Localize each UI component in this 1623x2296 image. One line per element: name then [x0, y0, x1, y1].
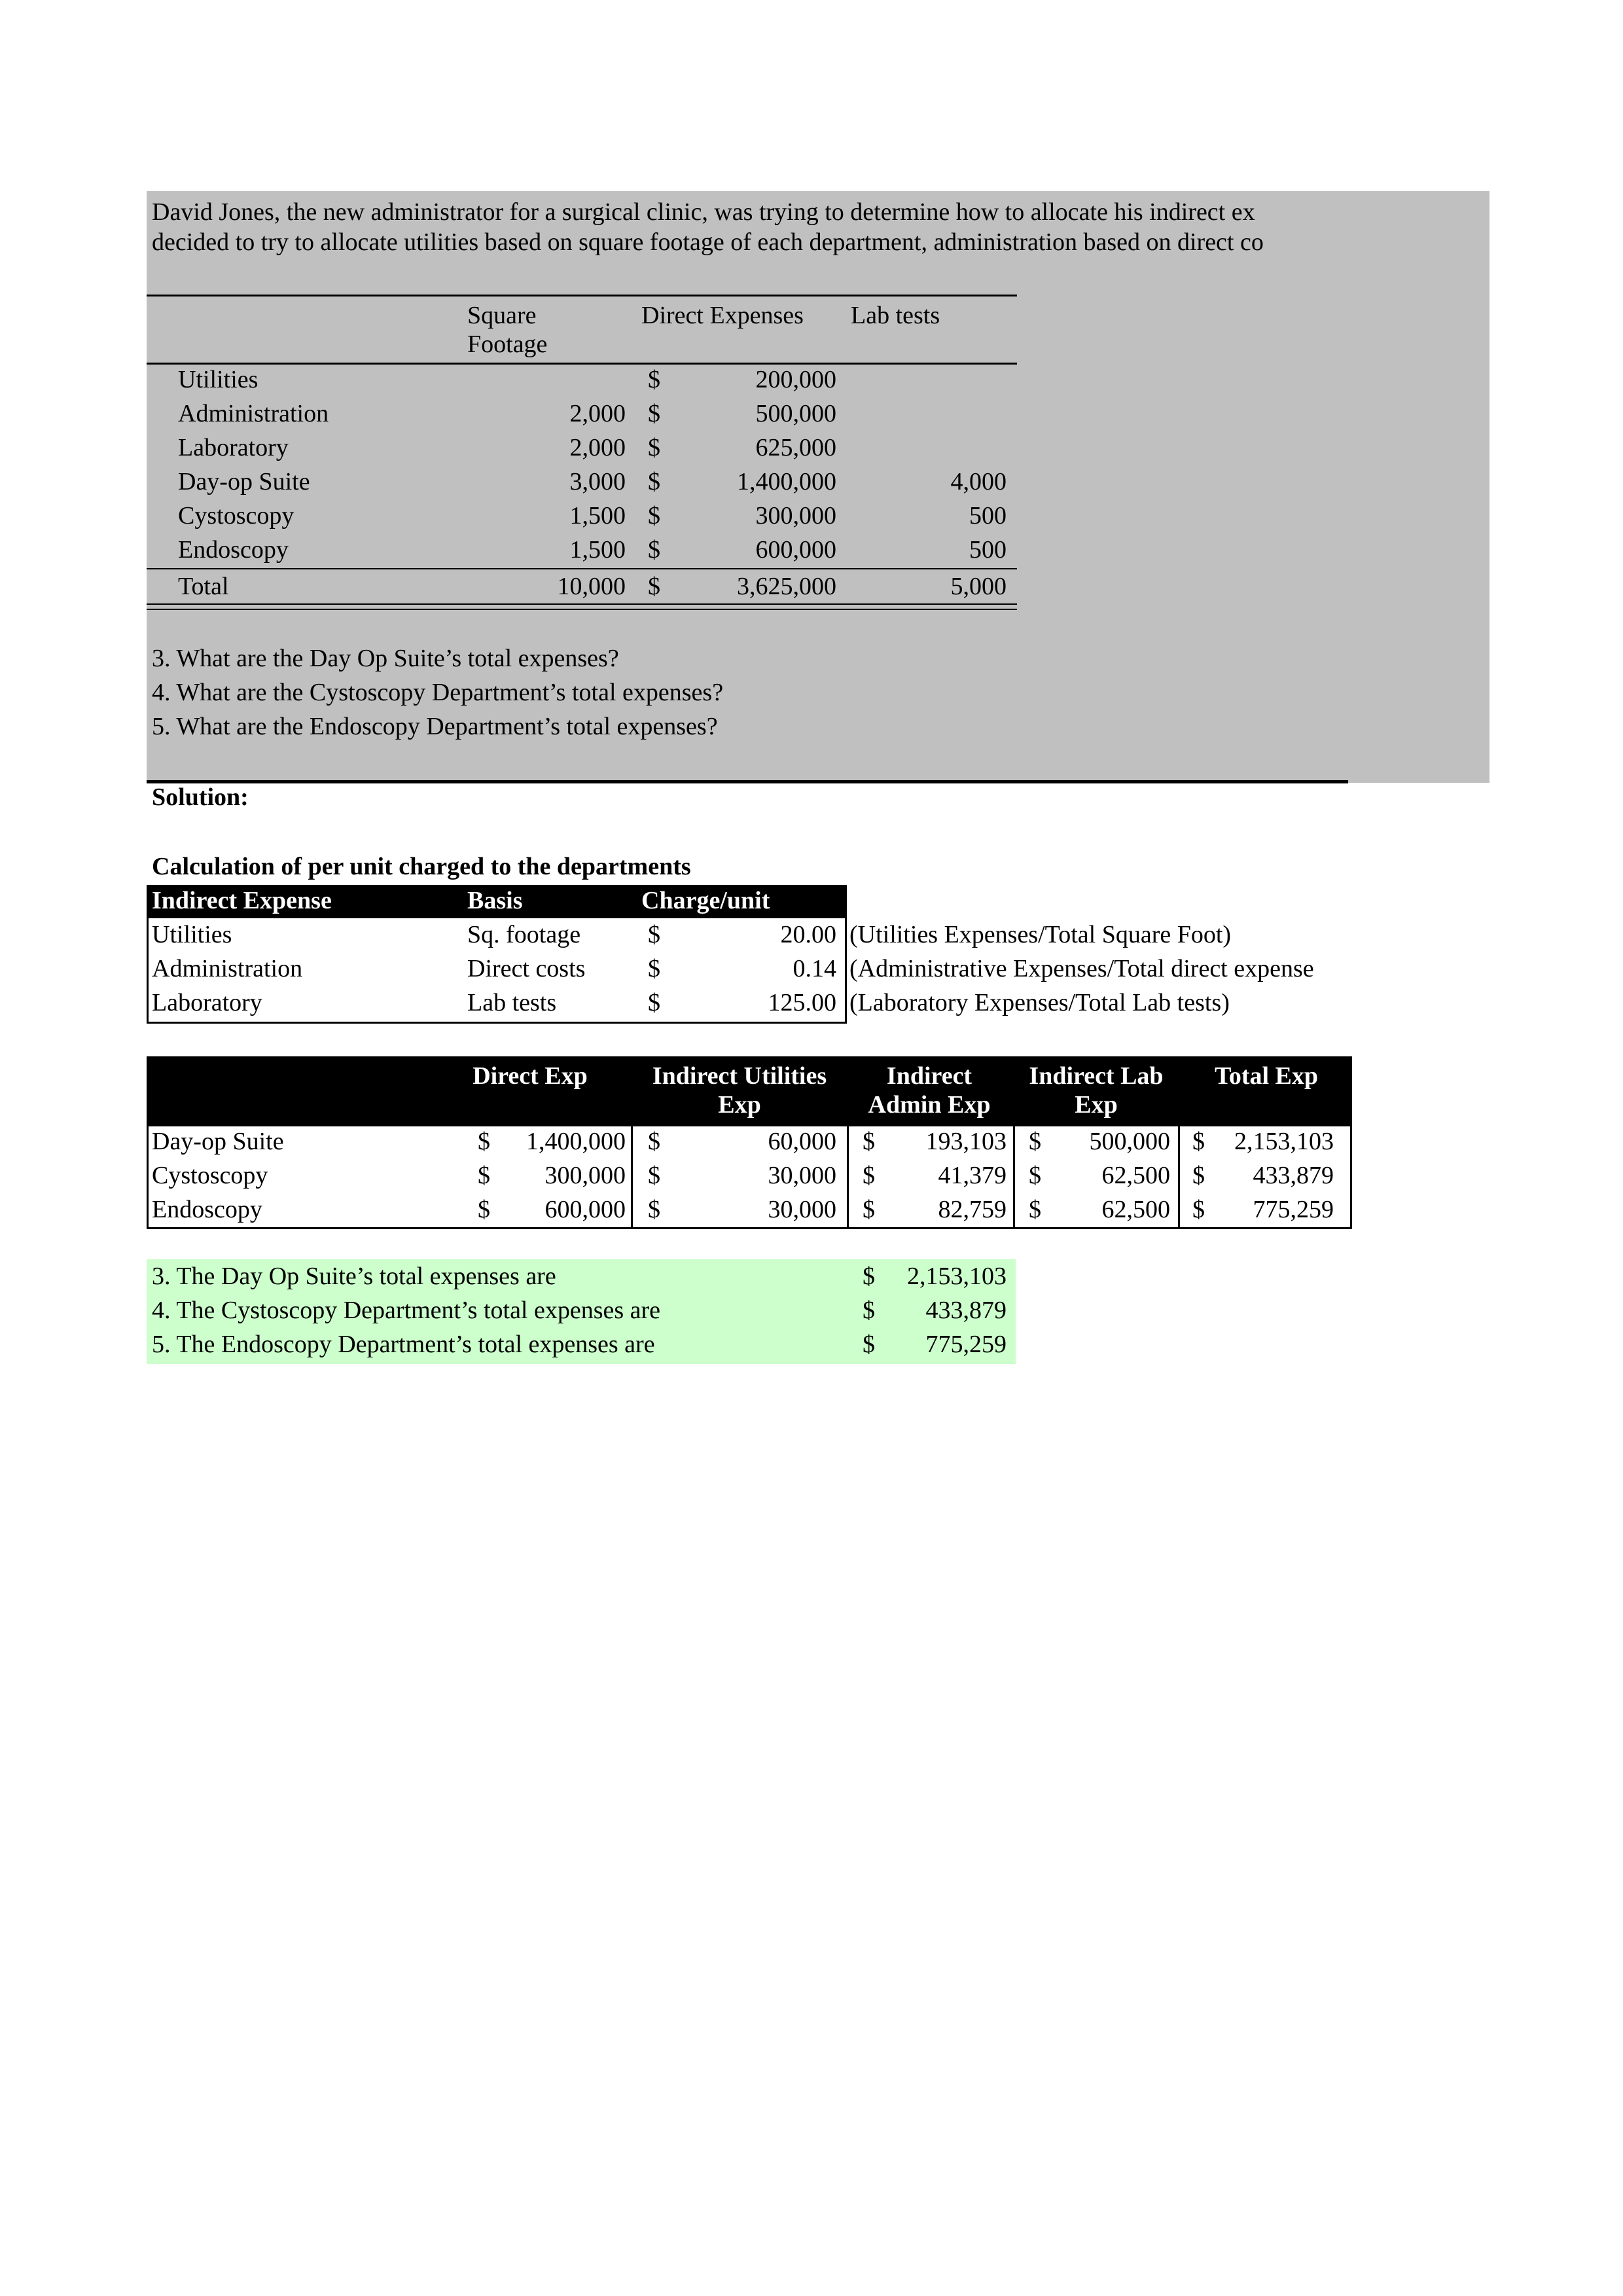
question-4: 4. What are the Cystoscopy Department’s total expenses? — [152, 679, 724, 706]
calc-row-note: (Administrative Expenses/Total direct expense — [849, 955, 1314, 982]
alloc-header-util-2: Exp — [718, 1091, 761, 1119]
calc-row-currency: $ — [648, 989, 660, 1016]
header-direct-expenses: Direct Expenses — [641, 302, 804, 329]
answer-currency: $ — [863, 1331, 875, 1358]
alloc-row-admin: 82,759 — [938, 1196, 1007, 1223]
alloc-row-util-currency: $ — [648, 1128, 660, 1155]
table-row-currency: $ — [648, 434, 660, 461]
alloc-row-util-currency: $ — [648, 1162, 660, 1189]
alloc-header-lab-1: Indirect Lab — [1029, 1062, 1164, 1090]
table-row-lab: 4,000 — [950, 468, 1007, 495]
alloc-row-lab: 62,500 — [1101, 1162, 1170, 1189]
calc-header-expense: Indirect Expense — [152, 887, 332, 914]
table-row-direct: 600,000 — [755, 536, 836, 564]
alloc-row-dept: Cystoscopy — [152, 1162, 268, 1189]
alloc-row-admin-currency: $ — [863, 1128, 875, 1155]
table-row-direct: 625,000 — [755, 434, 836, 461]
alloc-row-total: 2,153,103 — [1234, 1128, 1334, 1155]
answer-text: 5. The Endoscopy Department’s total expenses are — [152, 1331, 655, 1358]
alloc-row-lab-currency: $ — [1029, 1196, 1041, 1223]
alloc-row-util: 30,000 — [768, 1196, 836, 1223]
alloc-divider — [631, 1124, 633, 1229]
total-label: Total — [178, 573, 229, 600]
alloc-row-admin: 193,103 — [925, 1128, 1007, 1155]
header-square-footage-1: Square — [467, 302, 537, 329]
alloc-row-direct: 600,000 — [544, 1196, 626, 1223]
answer-text: 4. The Cystoscopy Department’s total expenses are — [152, 1297, 661, 1324]
solution-label: Solution: — [152, 783, 249, 811]
calc-header-basis: Basis — [467, 887, 523, 914]
alloc-row-admin-currency: $ — [863, 1162, 875, 1189]
alloc-divider — [1178, 1124, 1180, 1229]
alloc-row-total: 775,259 — [1253, 1196, 1334, 1223]
alloc-row-total-currency: $ — [1192, 1128, 1205, 1155]
answer-value: 775,259 — [925, 1331, 1007, 1358]
question-5: 5. What are the Endoscopy Department’s total expenses? — [152, 713, 718, 740]
calc-row-charge: 20.00 — [780, 921, 836, 948]
total-lab: 5,000 — [950, 573, 1007, 600]
alloc-row-lab: 62,500 — [1101, 1196, 1170, 1223]
table-row-currency: $ — [648, 536, 660, 564]
question-3: 3. What are the Day Op Suite’s total expenses? — [152, 645, 619, 672]
alloc-row-total-currency: $ — [1192, 1196, 1205, 1223]
table-row-label: Day-op Suite — [178, 468, 310, 495]
calc-row-expense: Administration — [152, 955, 303, 982]
table-row-sqft: 2,000 — [569, 400, 626, 427]
alloc-row-lab: 500,000 — [1089, 1128, 1170, 1155]
calc-row-note: (Laboratory Expenses/Total Lab tests) — [849, 989, 1230, 1016]
alloc-row-total-currency: $ — [1192, 1162, 1205, 1189]
table-row-direct: 500,000 — [755, 400, 836, 427]
table-row-label: Endoscopy — [178, 536, 289, 564]
alloc-header-admin-1: Indirect — [886, 1062, 972, 1090]
alloc-divider — [1013, 1124, 1015, 1229]
table-row-label: Administration — [178, 400, 329, 427]
total-bottom-rule-2 — [147, 609, 1017, 610]
alloc-row-lab-currency: $ — [1029, 1162, 1041, 1189]
alloc-divider — [847, 1124, 849, 1229]
alloc-row-total: 433,879 — [1253, 1162, 1334, 1189]
header-lab-tests: Lab tests — [851, 302, 940, 329]
alloc-row-util: 60,000 — [768, 1128, 836, 1155]
total-bottom-rule-1 — [147, 603, 1017, 605]
total-currency: $ — [648, 573, 660, 600]
table-row-lab: 500 — [969, 536, 1007, 564]
alloc-header-total: Total Exp — [1214, 1062, 1319, 1090]
table-row-sqft: 2,000 — [569, 434, 626, 461]
calc-divider — [845, 916, 847, 1024]
alloc-row-util: 30,000 — [768, 1162, 836, 1189]
table-row-direct: 1,400,000 — [737, 468, 836, 495]
alloc-row-dept: Day-op Suite — [152, 1128, 284, 1155]
alloc-row-direct-currency: $ — [478, 1128, 490, 1155]
calc-title: Calculation of per unit charged to the departments — [152, 853, 691, 880]
answer-value: 2,153,103 — [907, 1263, 1007, 1290]
table-row-sqft: 3,000 — [569, 468, 626, 495]
calc-row-currency: $ — [648, 955, 660, 982]
table-row-sqft: 1,500 — [569, 536, 626, 564]
answer-currency: $ — [863, 1297, 875, 1324]
calc-row-expense: Utilities — [152, 921, 232, 948]
calc-row-expense: Laboratory — [152, 989, 262, 1016]
table-top-rule — [147, 295, 1017, 296]
calc-header-charge: Charge/unit — [641, 887, 770, 914]
table-row-label: Cystoscopy — [178, 502, 294, 529]
alloc-row-admin: 41,379 — [938, 1162, 1007, 1189]
answer-text: 3. The Day Op Suite’s total expenses are — [152, 1263, 556, 1290]
calc-row-currency: $ — [648, 921, 660, 948]
table-row-direct: 200,000 — [755, 366, 836, 393]
total-sqft: 10,000 — [557, 573, 626, 600]
alloc-row-lab-currency: $ — [1029, 1128, 1041, 1155]
header-square-footage-2: Footage — [467, 331, 548, 358]
alloc-row-admin-currency: $ — [863, 1196, 875, 1223]
total-direct: 3,625,000 — [737, 573, 836, 600]
alloc-row-direct-currency: $ — [478, 1196, 490, 1223]
table-row-currency: $ — [648, 366, 660, 393]
table-row-currency: $ — [648, 468, 660, 495]
alloc-row-direct: 300,000 — [544, 1162, 626, 1189]
table-row-label: Laboratory — [178, 434, 289, 461]
alloc-header-direct: Direct Exp — [473, 1062, 588, 1090]
alloc-row-util-currency: $ — [648, 1196, 660, 1223]
table-row-direct: 300,000 — [755, 502, 836, 529]
answer-value: 433,879 — [925, 1297, 1007, 1324]
header-bottom-rule — [147, 363, 1017, 365]
alloc-row-direct-currency: $ — [478, 1162, 490, 1189]
calc-row-note: (Utilities Expenses/Total Square Foot) — [849, 921, 1232, 948]
intro-line-1: David Jones, the new administrator for a surgical clinic, was trying to determine how to allocate his indirect ex — [152, 198, 1255, 226]
solution-rule — [147, 780, 1348, 783]
table-row-label: Utilities — [178, 366, 259, 393]
total-top-rule — [147, 568, 1017, 569]
calc-row-charge: 0.14 — [793, 955, 836, 982]
calc-row-charge: 125.00 — [768, 989, 836, 1016]
alloc-row-direct: 1,400,000 — [526, 1128, 626, 1155]
alloc-header-admin-2: Admin Exp — [868, 1091, 991, 1119]
answer-currency: $ — [863, 1263, 875, 1290]
calc-row-basis: Lab tests — [467, 989, 557, 1016]
alloc-row-dept: Endoscopy — [152, 1196, 262, 1223]
table-row-currency: $ — [648, 400, 660, 427]
intro-line-2: decided to try to allocate utilities based on square footage of each department, administration based on direct co — [152, 228, 1264, 256]
table-row-currency: $ — [648, 502, 660, 529]
alloc-header-lab-2: Exp — [1075, 1091, 1118, 1119]
table-row-sqft: 1,500 — [569, 502, 626, 529]
table-row-lab: 500 — [969, 502, 1007, 529]
alloc-header-util-1: Indirect Utilities — [652, 1062, 827, 1090]
calc-row-basis: Direct costs — [467, 955, 586, 982]
calc-row-basis: Sq. footage — [467, 921, 581, 948]
